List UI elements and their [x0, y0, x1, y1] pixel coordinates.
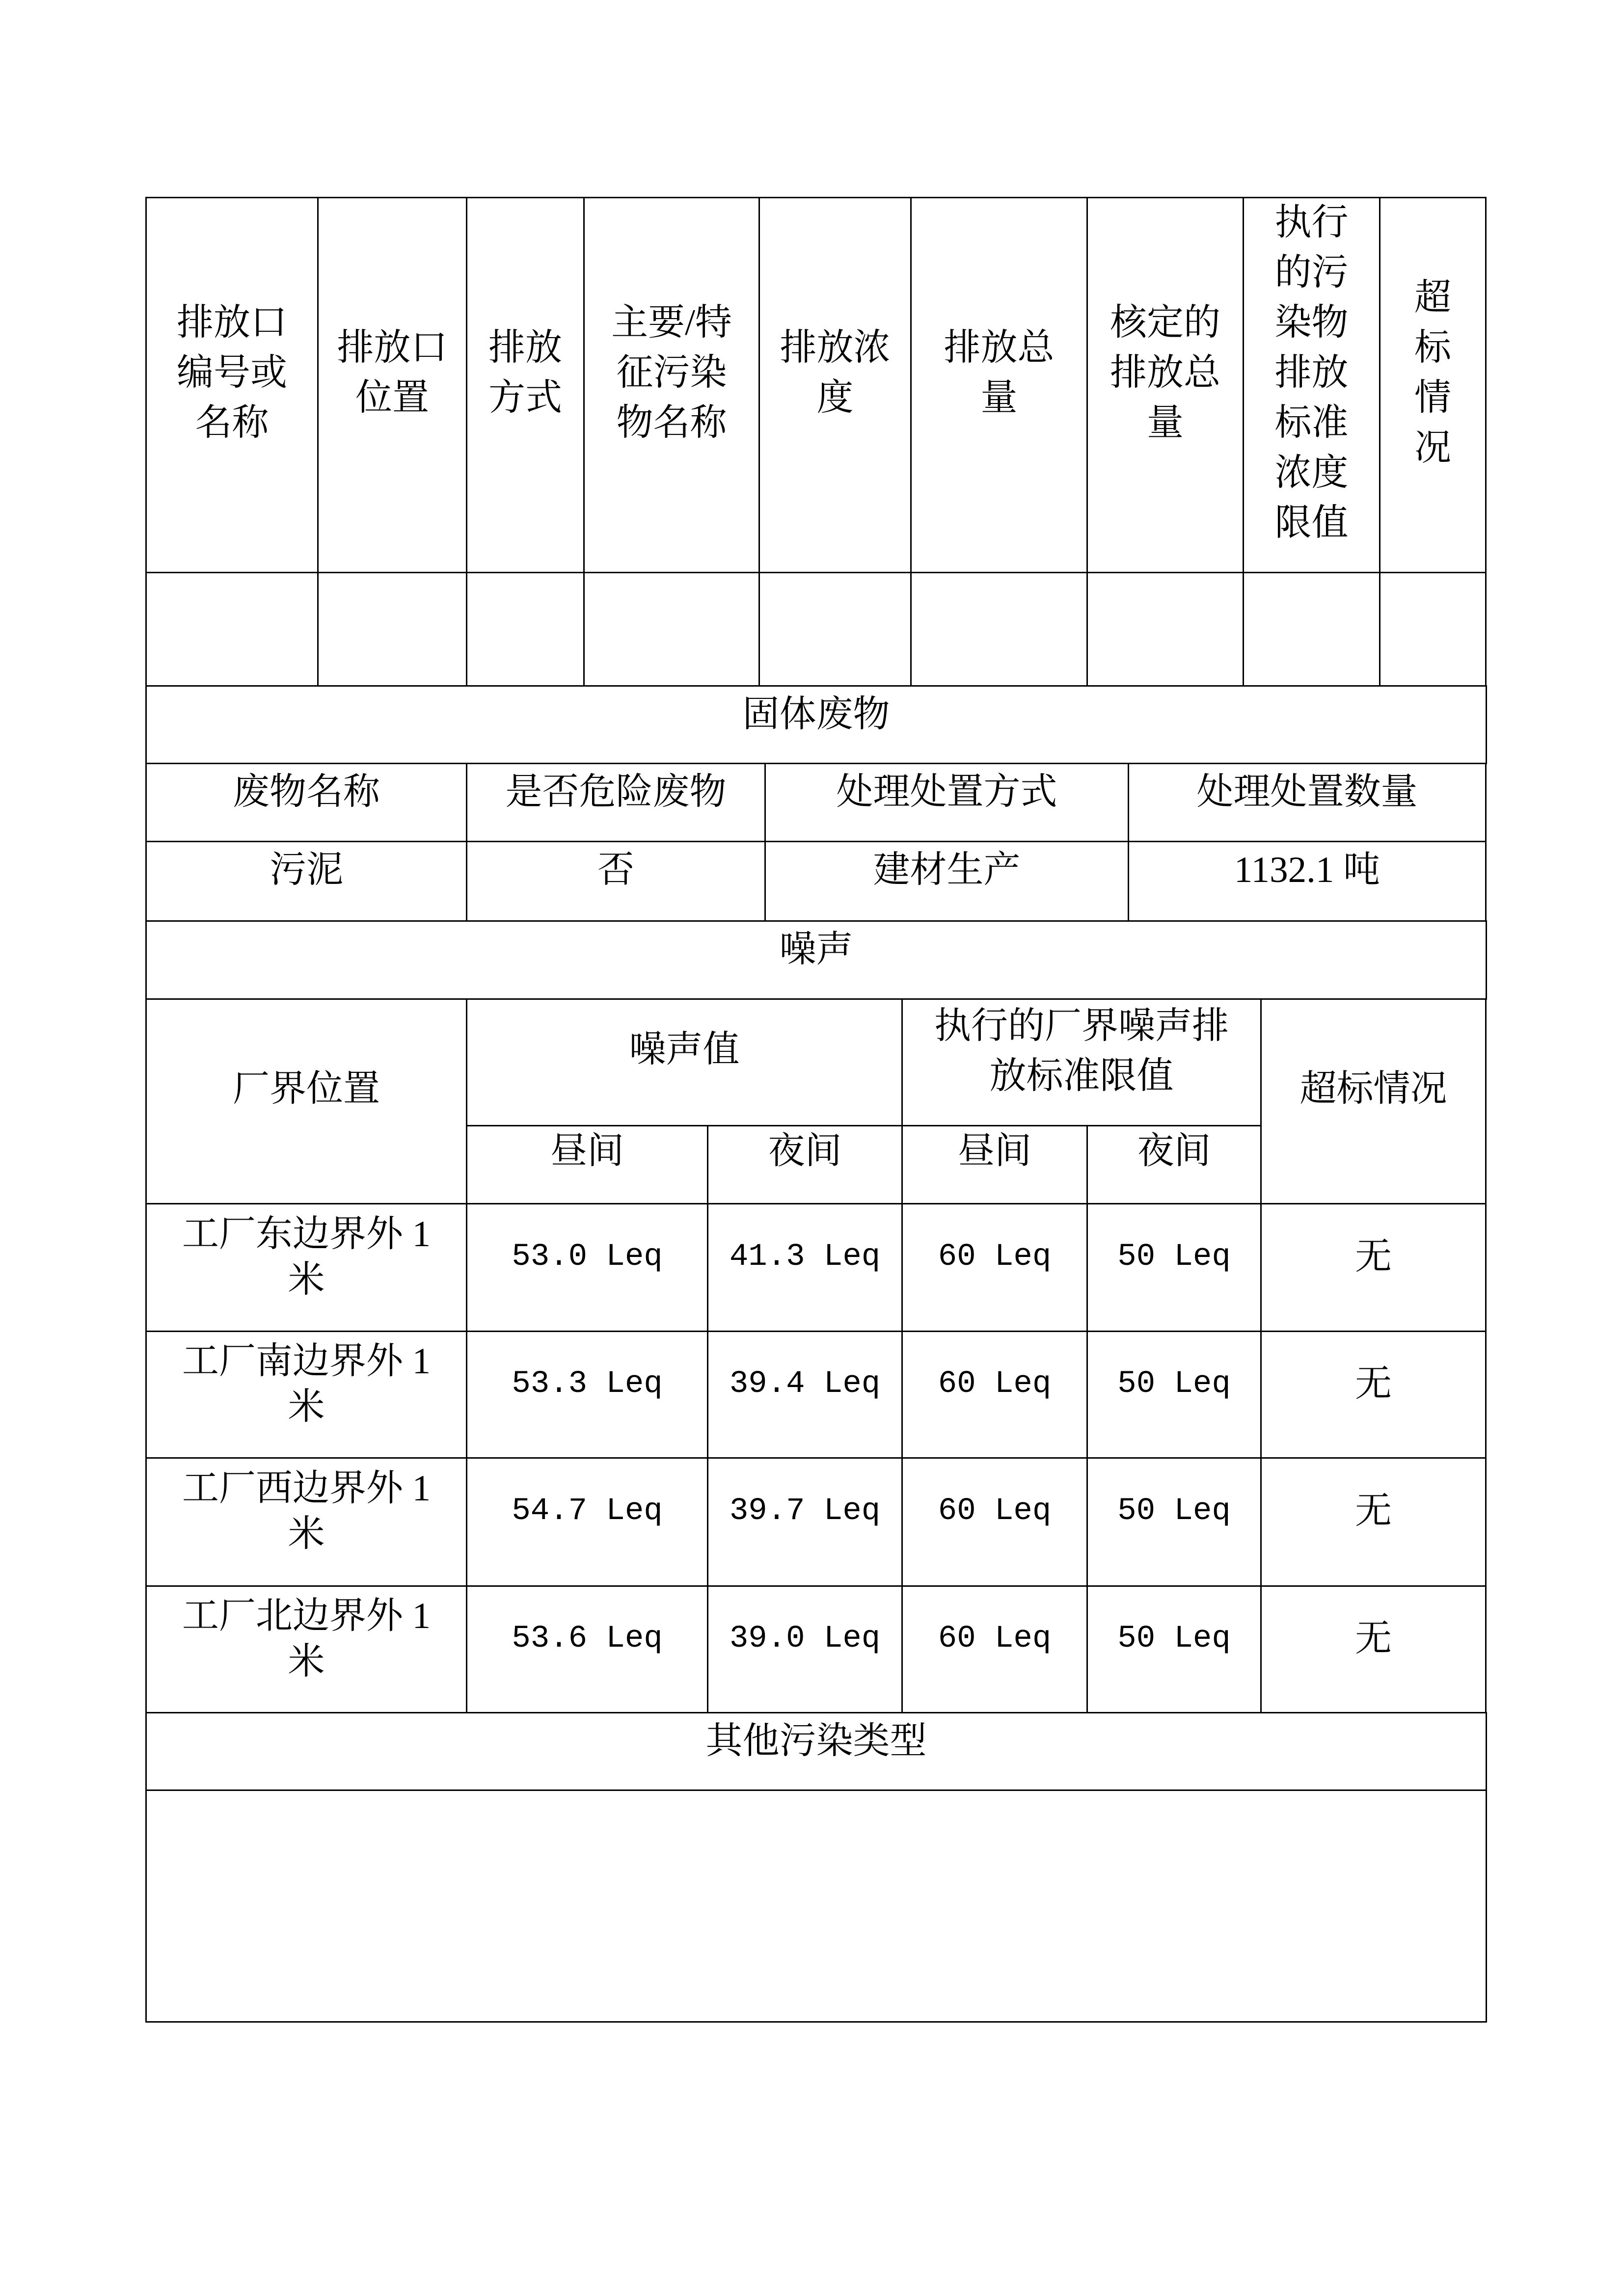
cell-text: 排放方式 [488, 327, 563, 418]
solid-waste-title-row [0, 685, 1624, 764]
section-title: 其他污染类型 [705, 1721, 927, 1762]
noise-title-row [0, 920, 1624, 1000]
empty-cell [1379, 572, 1487, 687]
empty-cell [1243, 572, 1380, 687]
cell-text: 39.7 Leq [729, 1494, 881, 1529]
other-pollution-title [145, 1712, 1487, 1791]
noise-header-noise-value [466, 998, 903, 1126]
solid-waste-header-name [145, 763, 467, 842]
noise-day-cell [466, 1585, 708, 1713]
cell-text: 41.3 Leq [729, 1239, 881, 1275]
cell-text: 39.4 Leq [729, 1366, 881, 1402]
limit-night-cell [1086, 1585, 1262, 1713]
cell-text: 60 Leq [938, 1366, 1052, 1402]
cell-text: 工厂北边界外 1 米 [182, 1595, 431, 1682]
section-title: 噪声 [779, 929, 853, 970]
emission-header-approved-total [1086, 197, 1244, 573]
solid-waste-header-disposal-quantity [1128, 763, 1487, 842]
solid-waste-disposal-quantity-cell [1128, 841, 1487, 922]
solid-waste-disposal-method-cell [764, 841, 1129, 922]
exceedance-cell [1260, 1585, 1487, 1713]
emission-header-row [0, 197, 1624, 573]
cell-text: 排放口位置 [337, 327, 448, 418]
cell-text: 50 Leq [1117, 1239, 1231, 1275]
cell-text: 噪声值 [629, 1029, 740, 1070]
cell-text: 夜间 [1137, 1131, 1211, 1172]
cell-text: 处理处置方式 [836, 772, 1057, 812]
solid-waste-header-disposal-method [764, 763, 1129, 842]
cell-text: 昼间 [550, 1131, 624, 1172]
cell-text: 54.7 Leq [512, 1494, 663, 1529]
limit-day-cell [901, 1203, 1088, 1332]
cell-text: 60 Leq [938, 1239, 1052, 1275]
noise-row-south [0, 1331, 1624, 1459]
cell-text: 39.0 Leq [729, 1621, 881, 1656]
other-pollution-title-row [0, 1712, 1624, 1791]
cell-text: 53.6 Leq [512, 1621, 663, 1656]
cell-text: 排放总量 [944, 327, 1055, 418]
cell-text: 夜间 [768, 1131, 842, 1172]
cell-text: 建材生产 [873, 850, 1021, 890]
empty-cell [145, 1789, 1487, 2023]
emission-header-concentration [758, 197, 912, 573]
exceedance-cell [1260, 1457, 1487, 1587]
empty-cell [145, 572, 319, 687]
other-pollution-content-row [0, 1789, 1624, 2023]
cell-text: 厂界位置 [232, 1068, 380, 1109]
cell-text: 昼间 [957, 1131, 1031, 1172]
empty-cell [758, 572, 912, 687]
cell-text: 1132.1 吨 [1234, 850, 1380, 890]
exceedance-cell [1260, 1331, 1487, 1459]
solid-waste-hazardous-cell [466, 841, 766, 922]
cell-text: 超标情况 [1414, 277, 1452, 468]
cell-text: 排放浓度 [780, 327, 891, 418]
noise-title [145, 920, 1487, 1000]
emission-header-discharge-method [466, 197, 585, 573]
limit-subheader-night [1086, 1125, 1262, 1204]
cell-text: 50 Leq [1117, 1366, 1231, 1402]
cell-text: 50 Leq [1117, 1621, 1231, 1656]
emission-header-total-emission [910, 197, 1088, 573]
noise-night-cell [707, 1457, 903, 1587]
limit-day-cell [901, 1331, 1088, 1459]
cell-text: 污泥 [269, 850, 343, 890]
empty-cell [466, 572, 585, 687]
noise-subheader-night [707, 1125, 903, 1204]
emission-header-outlet-location [317, 197, 467, 573]
empty-cell [910, 572, 1088, 687]
section-title: 固体废物 [742, 694, 890, 735]
noise-location-cell [145, 1331, 467, 1459]
cell-text: 是否危险废物 [505, 772, 727, 812]
limit-day-cell [901, 1457, 1088, 1587]
exceedance-cell [1260, 1203, 1487, 1332]
noise-night-cell [707, 1585, 903, 1713]
cell-text: 核定的排放总量 [1110, 302, 1221, 443]
noise-row-west [0, 1457, 1624, 1587]
empty-cell [1086, 572, 1244, 687]
noise-row-east [0, 1203, 1624, 1332]
cell-text: 无 [1354, 1363, 1392, 1404]
cell-text: 处理处置数量 [1196, 772, 1418, 812]
noise-subheader-row [0, 1125, 1624, 1204]
cell-text: 工厂南边界外 1 米 [182, 1340, 431, 1427]
emission-header-pollutant-name [583, 197, 760, 573]
noise-night-cell [707, 1203, 903, 1332]
noise-location-cell [145, 1585, 467, 1713]
cell-text: 60 Leq [938, 1621, 1052, 1656]
cell-text: 工厂东边界外 1 米 [182, 1213, 431, 1300]
solid-waste-header-hazardous [466, 763, 766, 842]
limit-night-cell [1086, 1457, 1262, 1587]
cell-text: 53.3 Leq [512, 1366, 663, 1402]
cell-text: 超标情况 [1299, 1068, 1447, 1109]
limit-subheader-day [901, 1125, 1088, 1204]
cell-text: 废物名称 [232, 772, 380, 812]
noise-location-cell [145, 1203, 467, 1332]
noise-day-cell [466, 1203, 708, 1332]
noise-night-cell [707, 1331, 903, 1459]
limit-night-cell [1086, 1203, 1262, 1332]
limit-night-cell [1086, 1331, 1262, 1459]
cell-text: 排放口编号或名称 [177, 302, 288, 443]
solid-waste-data-row [0, 841, 1624, 922]
noise-header-standard-limit [901, 998, 1262, 1126]
emission-header-standard-limit [1243, 197, 1380, 573]
cell-text: 执行的污染物排放标准浓度限值 [1274, 202, 1349, 543]
limit-day-cell [901, 1585, 1088, 1713]
emission-empty-row [0, 572, 1624, 687]
cell-text: 50 Leq [1117, 1494, 1231, 1529]
empty-cell [317, 572, 467, 687]
cell-text: 否 [597, 850, 634, 890]
noise-row-north [0, 1585, 1624, 1713]
solid-waste-header-row [0, 763, 1624, 842]
cell-text: 60 Leq [938, 1494, 1052, 1529]
cell-text: 工厂西边界外 1 米 [182, 1468, 431, 1554]
emission-header-outlet-id [145, 197, 319, 573]
noise-day-cell [466, 1331, 708, 1459]
empty-cell [583, 572, 760, 687]
solid-waste-name-cell [145, 841, 467, 922]
cell-text: 53.0 Leq [512, 1239, 663, 1275]
cell-text: 无 [1354, 1236, 1392, 1277]
cell-text: 主要/特征污染物名称 [611, 302, 732, 443]
noise-location-cell [145, 1457, 467, 1587]
cell-text: 执行的厂界噪声排放标准限值 [934, 1006, 1229, 1096]
noise-day-cell [466, 1457, 708, 1587]
emission-header-exceedance [1379, 197, 1487, 573]
cell-text: 无 [1354, 1618, 1392, 1659]
solid-waste-title [145, 685, 1487, 764]
cell-text: 无 [1354, 1491, 1392, 1531]
noise-subheader-day [466, 1125, 708, 1204]
